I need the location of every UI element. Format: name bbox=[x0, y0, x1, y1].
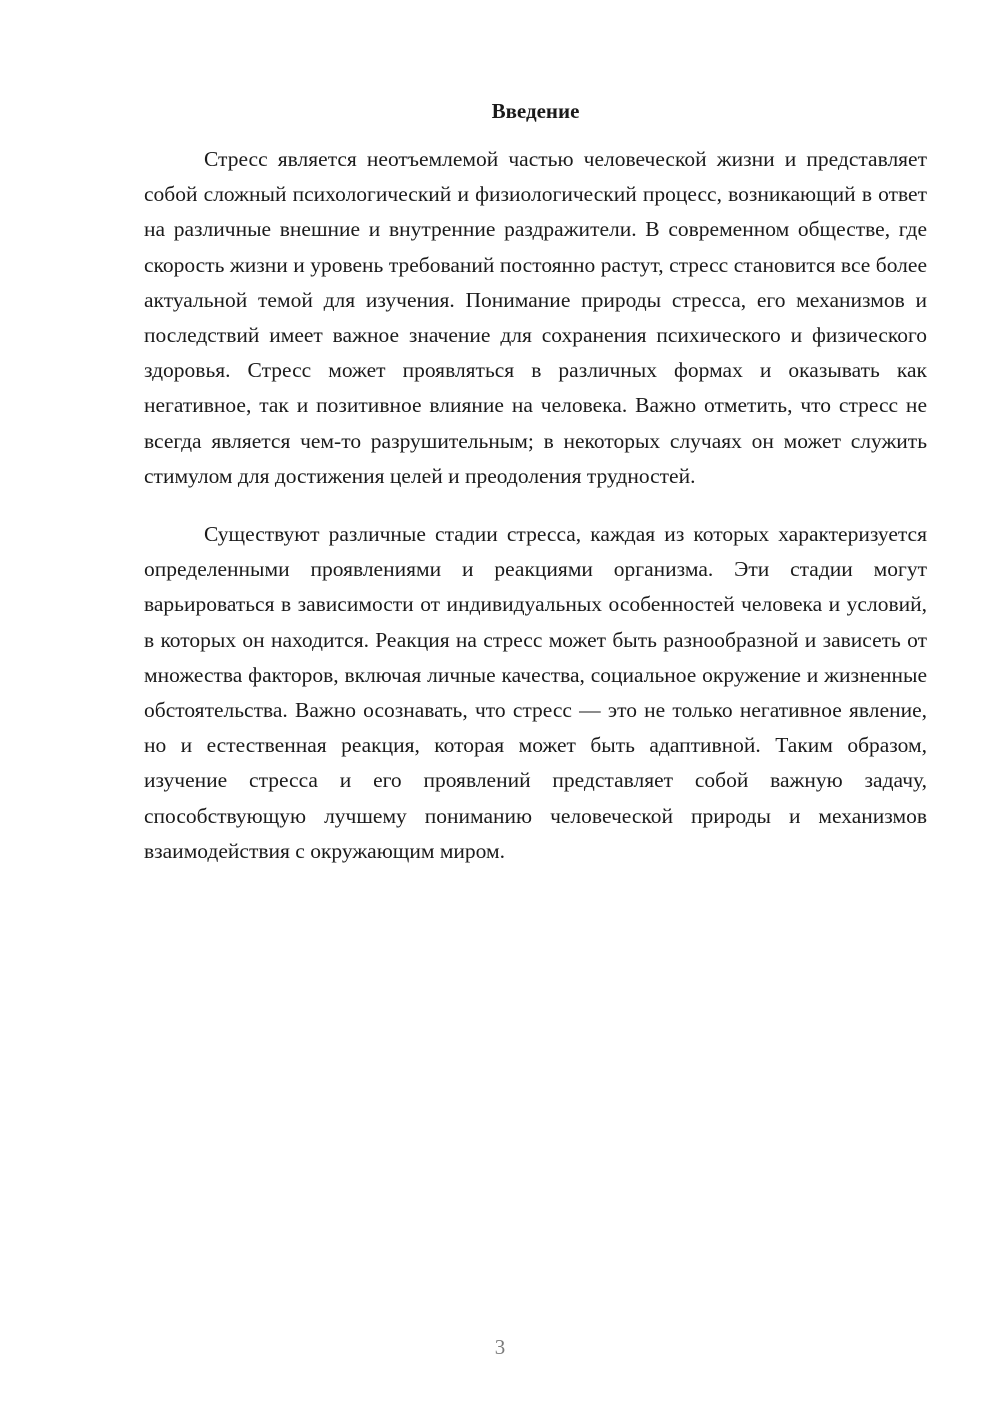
paragraph-2: Существуют различные стадии стресса, каждая из которых характеризуется определенными проявлениями и реакциями организма. Эти стадии могут варьироваться в зависимости от индивидуальных особенностей человека и условий, в которых он находится. Реакция на стресс может быть разнообразной и зависеть от множества факторов, включая личные качества, социальное окружение и жизненные обстоятельства. Важно осознавать, что стресс — это не только негативное явление, но и естественная реакция, которая может быть адаптивной. Таким образом, изучение стресса и его проявлений представляет собой важную задачу, способствующую лучшему пониманию человеческой природы и механизмов взаимодействия с окружающим миром. bbox=[144, 522, 927, 863]
page-number: 3 bbox=[494, 1335, 506, 1359]
body-text bbox=[144, 142, 927, 869]
section-title: Введение bbox=[491, 99, 580, 123]
paragraph-1: Стресс является неотъемлемой частью человеческой жизни и представляет собой сложный психологический и физиологический процесс, возникающий в ответ на различные внешние и внутренние раздражители. В современном обществе, где скорость жизни и уровень требований постоянно растут, стресс становится все более актуальной темой для изучения. Понимание природы стресса, его механизмов и последствий имеет важное значение для сохранения психического и физического здоровья. Стресс может проявляться в различных формах и оказывать как негативное, так и позитивное влияние на человека. Важно отметить, что стресс не всегда является чем-то разрушительным; в некоторых случаях он может служить стимулом для достижения целей и преодоления трудностей. bbox=[144, 147, 927, 488]
